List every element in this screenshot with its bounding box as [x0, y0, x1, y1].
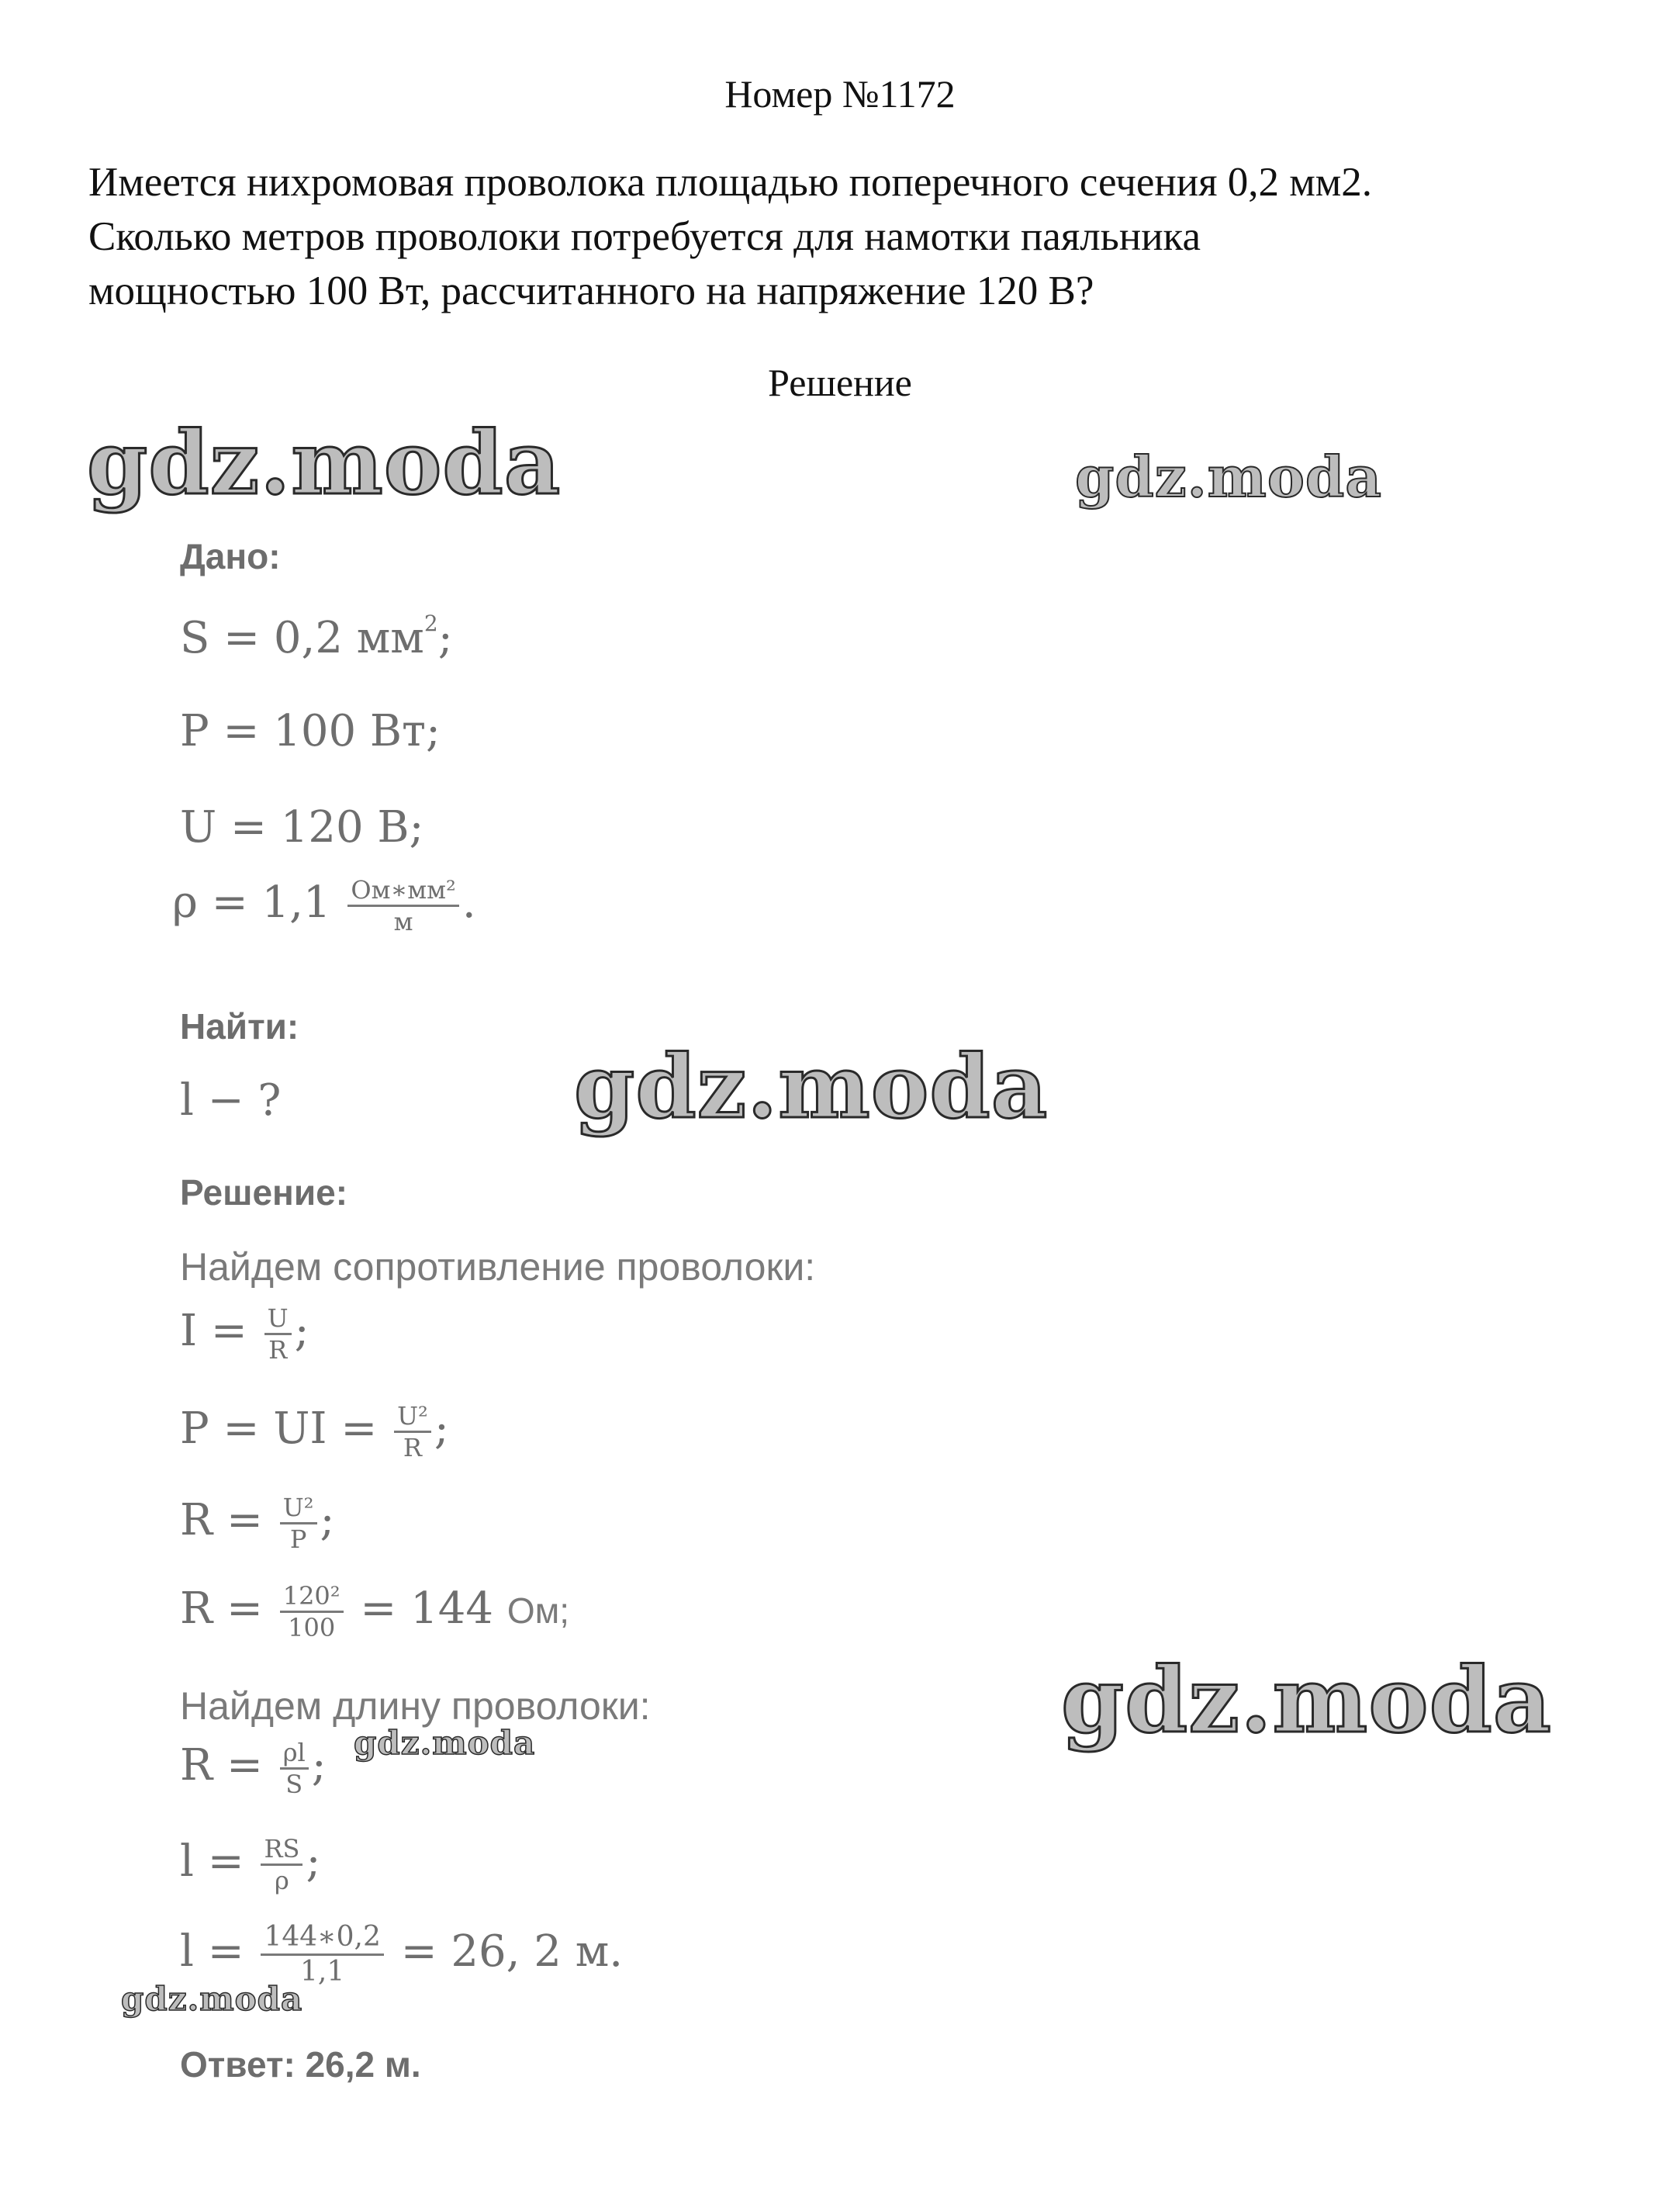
problem-line: Имеется нихромовая проволока площадью поперечного сечения 0,2 мм2. [88, 160, 1373, 205]
problem-statement [88, 155, 1609, 318]
step-text: Найдем длину проволоки: [180, 1684, 651, 1728]
fraction: $\frac{U}{R}$ [264, 1303, 292, 1365]
problem-title: Номер №1172 [724, 72, 956, 116]
fraction: $\frac{\text{120²}}{100}$ [280, 1581, 344, 1642]
solution-heading: Решение [768, 361, 912, 404]
problem-line: мощностью 100 Вт, рассчитанного на напряжение 120 В? [88, 268, 1094, 313]
answer-text: Ответ: 26,2 м. [180, 2044, 421, 2085]
given-label: Дано: [180, 536, 281, 576]
find-value: l − ? [180, 1075, 282, 1126]
watermark-logo: gdz.moda [121, 1980, 303, 2018]
watermark-logo: gdz.moda [87, 413, 562, 514]
given-area: S = 0,2 $мм^2$; [180, 611, 453, 663]
problem-line: Сколько метров проволоки потребуется для намотки паяльника [88, 214, 1201, 259]
find-label: Найти: [180, 1006, 299, 1047]
given-resistivity: ρ = 1,1 $\frac{\text{Ом∗мм²}}{м}$ . [172, 875, 476, 936]
fraction: $\frac{\text{U²}}{P}$ [280, 1493, 317, 1554]
fraction: $\frac{\text{U²}}{R}$ [394, 1401, 431, 1462]
watermark-logo: gdz.moda [1075, 444, 1382, 510]
given-voltage: U = 120 В; [180, 802, 424, 853]
equation-resistance: R = $\frac{\text{U²}}{P}$ ; [180, 1493, 335, 1554]
fraction: $\frac{RS}{\rho}$ [261, 1834, 302, 1895]
equation-length: l = $\frac{RS}{\rho}$ ; [180, 1834, 321, 1895]
equation-resistance-length: R = $\frac{\rho l}{S}$ ; [180, 1738, 327, 1799]
fraction: $\frac{\rho l}{S}$ [280, 1738, 309, 1799]
given-power: P = 100 Вт; [180, 706, 441, 756]
equation-power: P = UI = $\frac{\text{U²}}{R}$ ; [180, 1401, 449, 1462]
fraction: $\frac{\text{Ом∗мм²}}{м}$ [347, 875, 458, 936]
solution-label: Решение: [180, 1172, 348, 1213]
watermark-logo: gdz.moda [1061, 1648, 1552, 1753]
equation-current: I = $\frac{U}{R}$ ; [180, 1303, 309, 1365]
watermark-logo: gdz.moda [574, 1036, 1049, 1138]
fraction: $\frac{144∗0,2}{1,1}$ [261, 1921, 383, 1988]
step-text: Найдем сопротивление проволоки: [180, 1245, 816, 1289]
watermark-logo: gdz.moda [354, 1724, 536, 1762]
equation-length-value: l = $\frac{144∗0,2}{1,1}$ = 26, 2 м. [180, 1921, 624, 1988]
equation-resistance-value: R = $\frac{\text{120²}}{100}$ = 144 Ом; [180, 1581, 570, 1642]
